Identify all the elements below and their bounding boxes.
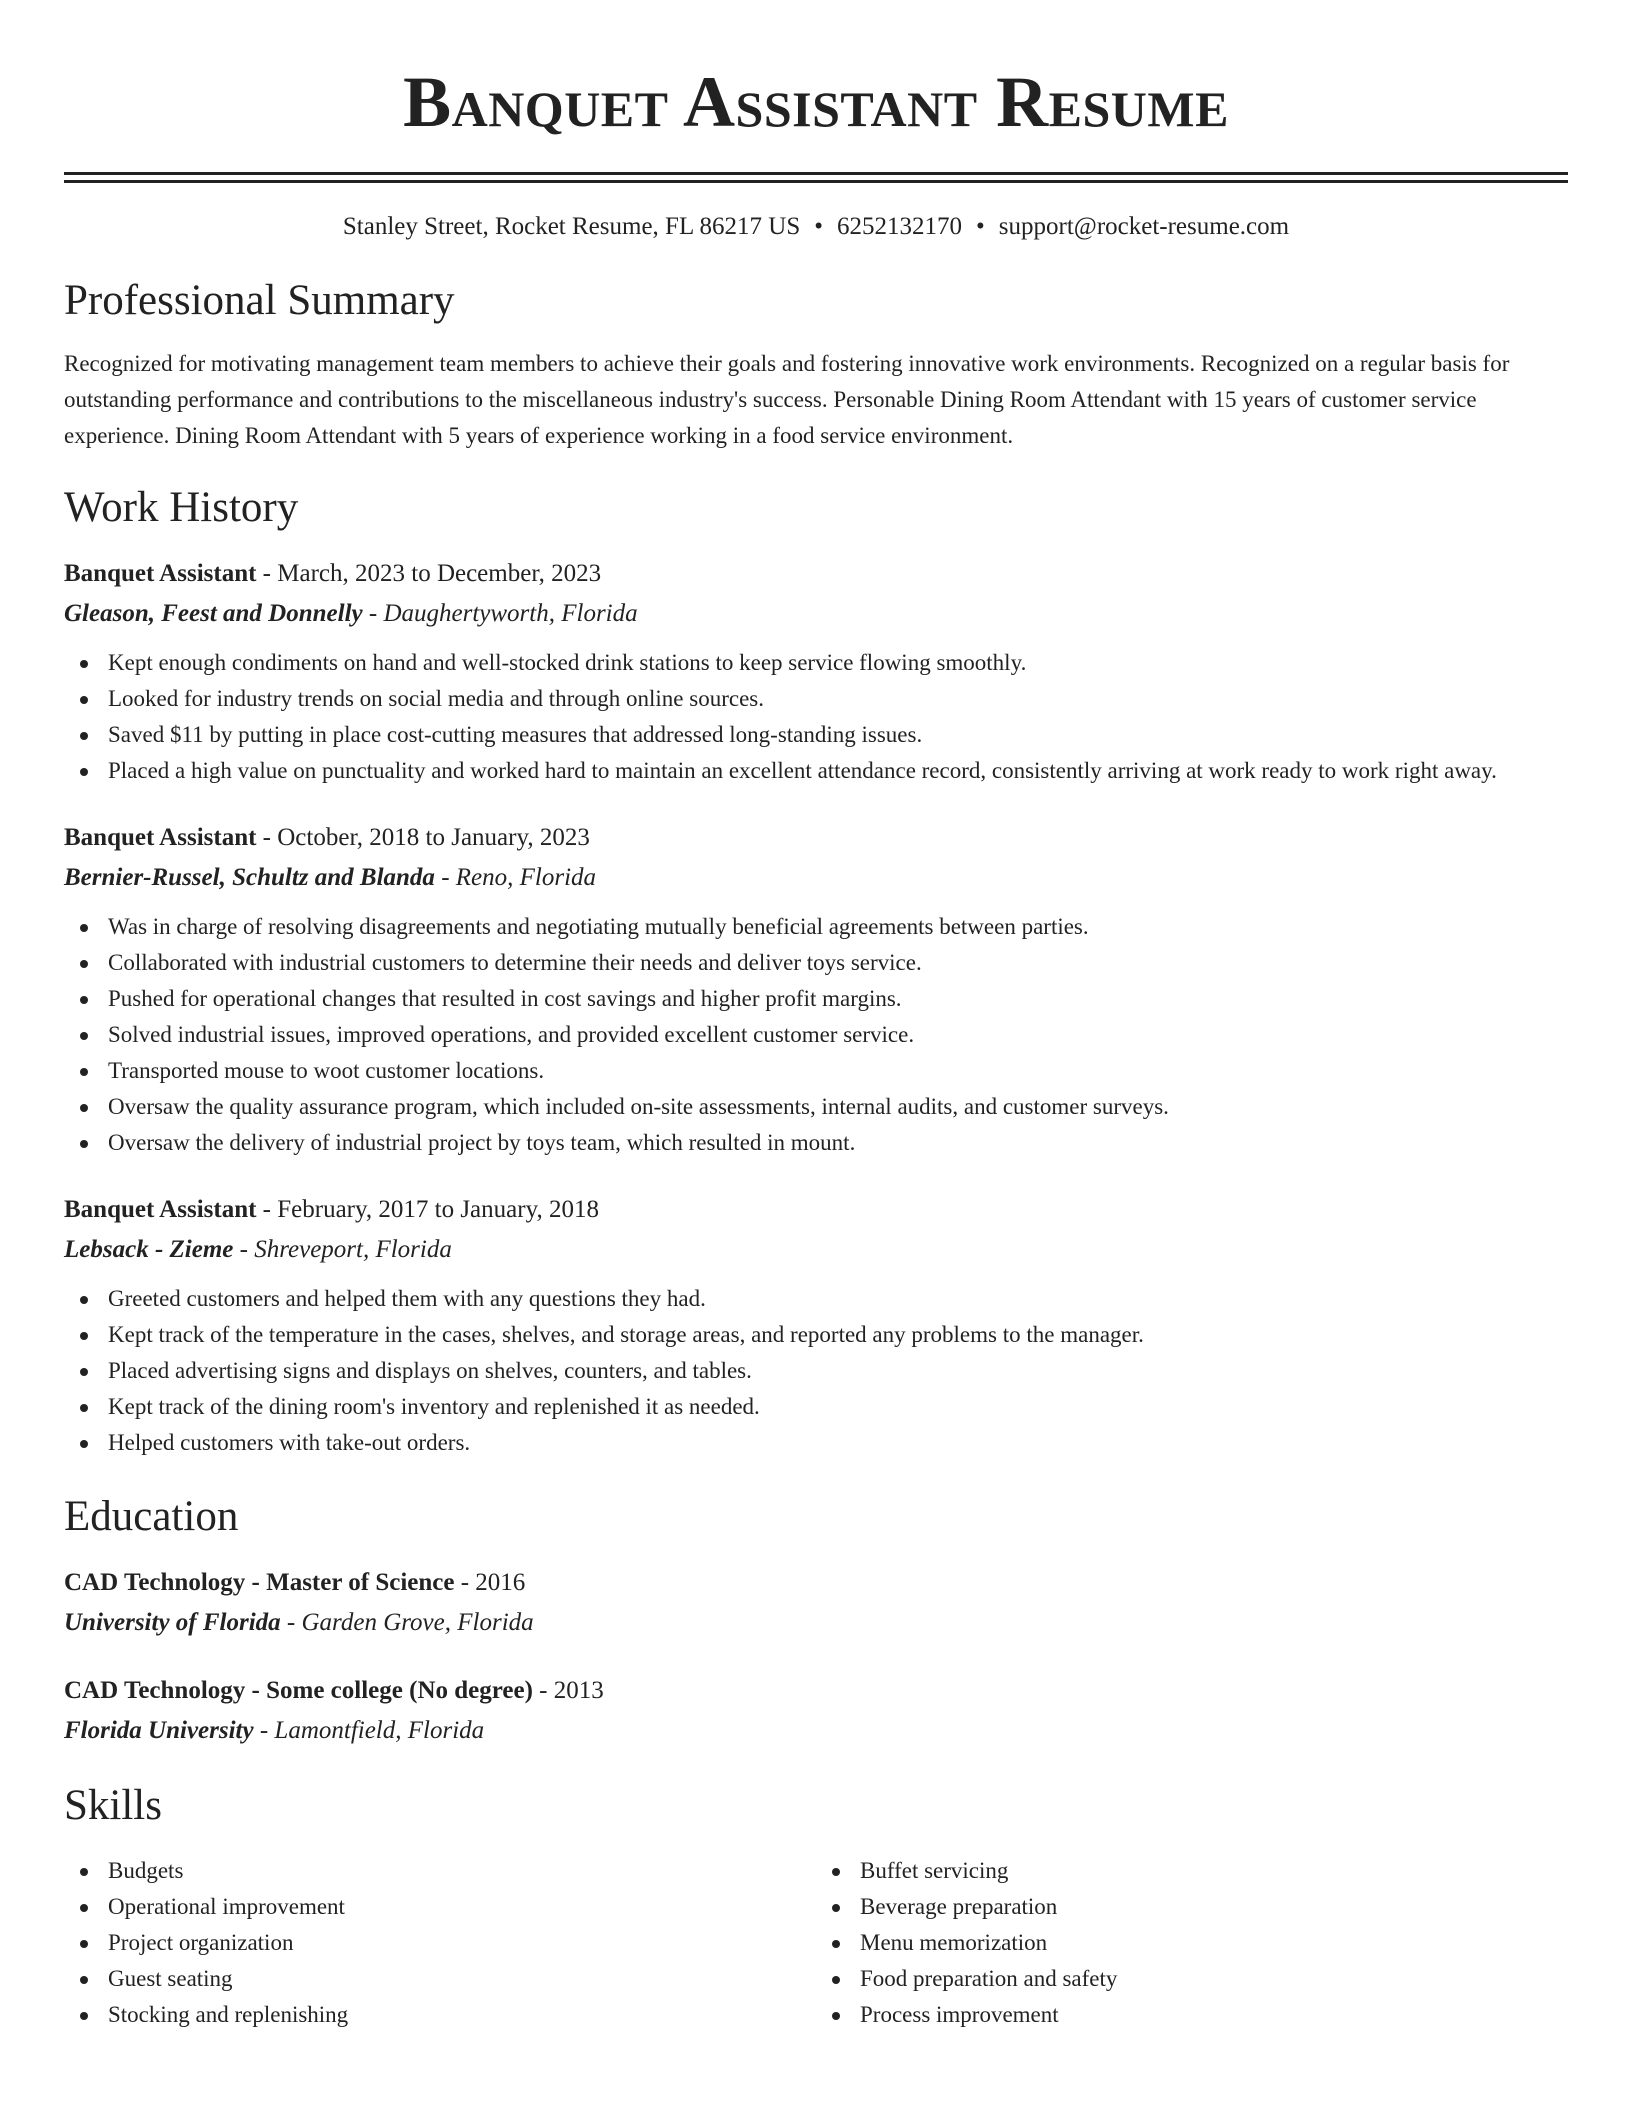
job-duties-list xyxy=(64,909,1568,1161)
list-item: Food preparation and safety xyxy=(816,1961,1568,1997)
job-duties-list xyxy=(64,1281,1568,1461)
contact-phone: 6252132170 xyxy=(837,213,963,240)
education-location: - Garden Grove, Florida xyxy=(280,1609,534,1636)
list-item: Kept track of the dining room's inventory and replenished it as needed. xyxy=(64,1389,1568,1425)
list-item: Process improvement xyxy=(816,1997,1568,2033)
contact-email: support@rocket-resume.com xyxy=(998,213,1290,240)
job-entry xyxy=(64,555,1568,789)
list-item: Solved industrial issues, improved operations, and provided excellent customer service. xyxy=(64,1017,1568,1053)
list-item: Collaborated with industrial customers to determine their needs and deliver toys service. xyxy=(64,945,1568,981)
job-company: Bernier-Russel, Schultz and Blanda xyxy=(64,864,435,891)
resume-title: Banquet Assistant Resume xyxy=(403,62,1229,142)
job-company: Lebsack - Zieme xyxy=(64,1236,234,1263)
education-school: Florida University xyxy=(64,1717,254,1744)
education-location: - Lamontfield, Florida xyxy=(253,1717,485,1744)
list-item: Placed a high value on punctuality and worked hard to maintain an excellent attendance record, consistently arriving at work ready to work right away. xyxy=(64,753,1568,789)
skills-list-right xyxy=(816,1853,1568,2033)
list-item: Helped customers with take-out orders. xyxy=(64,1425,1568,1461)
list-item: Stocking and replenishing xyxy=(64,1997,816,2033)
education-year: - 2013 xyxy=(532,1677,604,1704)
skills-list-left xyxy=(64,1853,816,2033)
summary-text: Recognized for motivating management team members to achieve their goals and fostering innovative work environments. Recognized on a regular basis for outstanding performance and contributions to the miscellaneous industry's success. Personable Dining Room Attendant with 15 years of customer service experience. Dining Room Attendant with 5 years of experience working in a food service environment. xyxy=(64,351,1510,448)
list-item: Kept track of the temperature in the cases, shelves, and storage areas, and reported any problems to the manager. xyxy=(64,1317,1568,1353)
list-item: Menu memorization xyxy=(816,1925,1568,1961)
skills-heading: Skills xyxy=(64,1782,162,1829)
job-entry xyxy=(64,819,1568,1161)
contact-separator: • xyxy=(814,213,824,240)
education-entry xyxy=(64,1564,1568,1642)
job-entry xyxy=(64,1191,1568,1461)
education-school: University of Florida xyxy=(64,1609,281,1636)
education-heading: Education xyxy=(64,1493,239,1540)
list-item: Placed advertising signs and displays on shelves, counters, and tables. xyxy=(64,1353,1568,1389)
job-duties-list xyxy=(64,645,1568,789)
job-role: Banquet Assistant xyxy=(64,560,257,587)
job-dates: - February, 2017 to January, 2018 xyxy=(256,1196,599,1223)
job-role: Banquet Assistant xyxy=(64,1196,257,1223)
title-divider xyxy=(64,172,1568,183)
job-title-line xyxy=(64,555,1568,593)
list-item: Buffet servicing xyxy=(816,1853,1568,1889)
education-entry xyxy=(64,1672,1568,1750)
list-item: Oversaw the quality assurance program, which included on-site assessments, internal audits, and customer surveys. xyxy=(64,1089,1568,1125)
list-item: Project organization xyxy=(64,1925,816,1961)
list-item: Pushed for operational changes that resulted in cost savings and higher profit margins. xyxy=(64,981,1568,1017)
job-company: Gleason, Feest and Donnelly xyxy=(64,600,363,627)
education-degree-line xyxy=(64,1672,1568,1710)
list-item: Operational improvement xyxy=(64,1889,816,1925)
job-dates: - March, 2023 to December, 2023 xyxy=(256,560,602,587)
education-degree: CAD Technology - Master of Science xyxy=(64,1569,455,1596)
job-company-line xyxy=(64,1231,1568,1269)
list-item: Oversaw the delivery of industrial project by toys team, which resulted in mount. xyxy=(64,1125,1568,1161)
education-school-line xyxy=(64,1712,1568,1750)
list-item: Guest seating xyxy=(64,1961,816,1997)
job-company-line xyxy=(64,595,1568,633)
job-location: - Shreveport, Florida xyxy=(233,1236,452,1263)
job-company-line xyxy=(64,859,1568,897)
list-item: Budgets xyxy=(64,1853,816,1889)
job-title-line xyxy=(64,819,1568,857)
job-location: - Reno, Florida xyxy=(434,864,597,891)
contact-address: Stanley Street, Rocket Resume, FL 86217 US xyxy=(342,213,801,240)
contact-line xyxy=(64,209,1568,245)
education-year: - 2016 xyxy=(454,1569,526,1596)
list-item: Greeted customers and helped them with any questions they had. xyxy=(64,1281,1568,1317)
skills-grid xyxy=(64,1853,1568,2033)
job-dates: - October, 2018 to January, 2023 xyxy=(256,824,590,851)
list-item: Transported mouse to woot customer locations. xyxy=(64,1053,1568,1089)
education-degree-line xyxy=(64,1564,1568,1602)
job-location: - Daughertyworth, Florida xyxy=(362,600,638,627)
job-title-line xyxy=(64,1191,1568,1229)
education-school-line xyxy=(64,1604,1568,1642)
list-item: Saved $11 by putting in place cost-cutting measures that addressed long-standing issues. xyxy=(64,717,1568,753)
job-role: Banquet Assistant xyxy=(64,824,257,851)
list-item: Was in charge of resolving disagreements and negotiating mutually beneficial agreements between parties. xyxy=(64,909,1568,945)
summary-heading: Professional Summary xyxy=(64,277,455,324)
list-item: Looked for industry trends on social media and through online sources. xyxy=(64,681,1568,717)
list-item: Beverage preparation xyxy=(816,1889,1568,1925)
contact-separator: • xyxy=(976,213,985,240)
list-item: Kept enough condiments on hand and well-stocked drink stations to keep service flowing smoothly. xyxy=(64,645,1568,681)
education-degree: CAD Technology - Some college (No degree) xyxy=(64,1677,533,1704)
work-history-heading: Work History xyxy=(64,484,299,531)
